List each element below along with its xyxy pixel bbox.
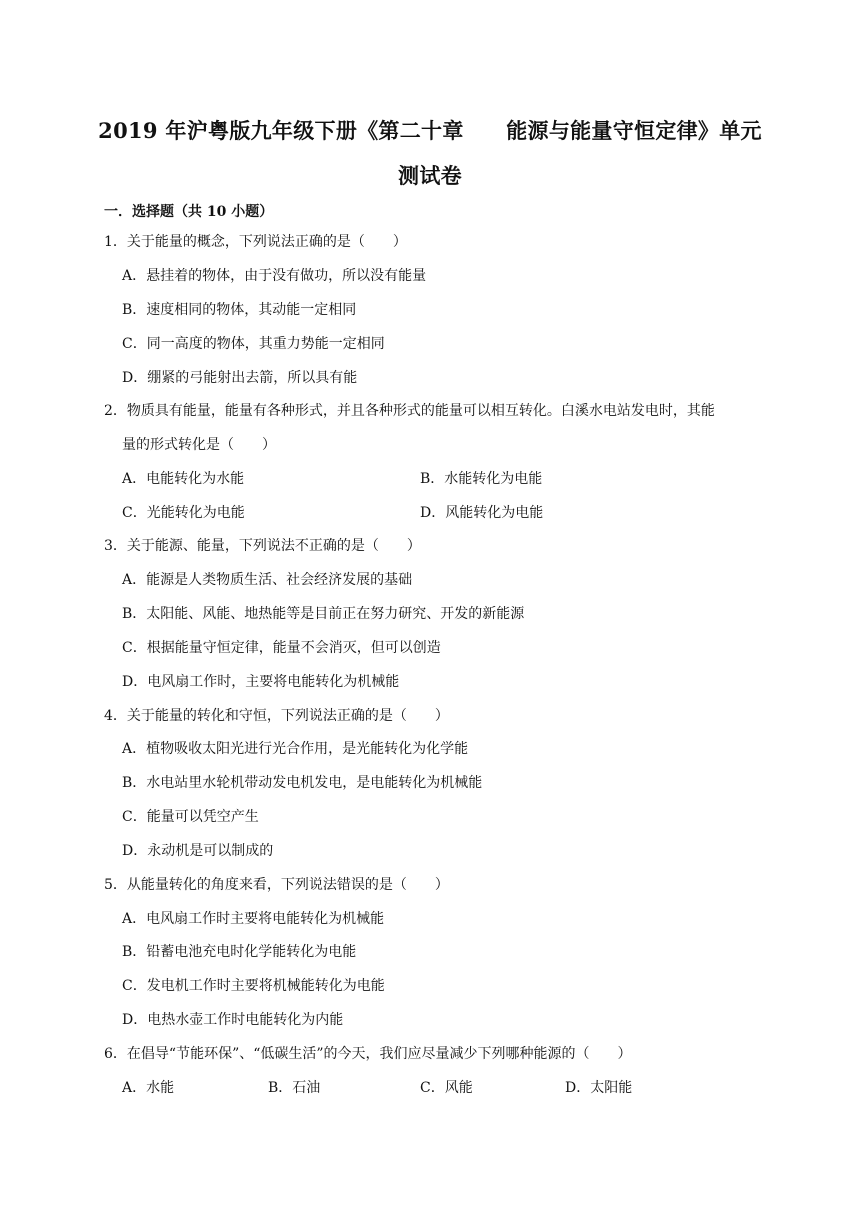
question-6-option-d: D．太阳能 [565, 1080, 633, 1096]
question-1-option-d: D．绷紧的弓能射出去箭，所以具有能 [122, 370, 358, 386]
question-3-option-c: C．根据能量守恒定律，能量不会消灭，但可以创造 [122, 640, 441, 656]
question-4-option-b: B．水电站里水轮机带动发电机发电，是电能转化为机械能 [122, 775, 483, 791]
question-1-stem: 1．关于能量的概念，下列说法正确的是（ ） [104, 234, 407, 250]
question-2-option-a: A．电能转化为水能 [122, 471, 245, 487]
question-2-option-c: C．光能转化为电能 [122, 505, 245, 521]
question-4-option-c: C．能量可以凭空产生 [122, 809, 259, 825]
question-1-option-a: A．悬挂着的物体，由于没有做功，所以没有能量 [122, 268, 427, 284]
question-6-option-b: B．石油 [268, 1080, 321, 1096]
question-5-option-b: B．铅蓄电池充电时化学能转化为电能 [122, 944, 357, 960]
question-2-option-b: B．水能转化为电能 [420, 471, 543, 487]
question-6-option-a: A．水能 [122, 1080, 175, 1096]
document-title-line-1: 2019 年沪粤版九年级下册《第二十章 能源与能量守恒定律》单元 [98, 118, 762, 143]
question-2-stem-continued: 量的形式转化是（ ） [122, 437, 276, 453]
question-3-option-d: D．电风扇工作时，主要将电能转化为机械能 [122, 674, 400, 690]
question-1-option-b: B．速度相同的物体，其动能一定相同 [122, 302, 357, 318]
section-heading: 一．选择题（共 10 小题） [104, 204, 274, 220]
question-1-option-c: C．同一高度的物体，其重力势能一定相同 [122, 336, 385, 352]
question-5-option-d: D．电热水壶工作时电能转化为内能 [122, 1012, 344, 1028]
question-2-stem: 2．物质具有能量，能量有各种形式，并且各种形式的能量可以相互转化。白溪水电站发电时，其能 [104, 403, 715, 419]
question-5-option-c: C．发电机工作时主要将机械能转化为电能 [122, 978, 385, 994]
question-4-option-a: A．植物吸收太阳光进行光合作用，是光能转化为化学能 [122, 741, 469, 757]
question-2-option-d: D．风能转化为电能 [420, 505, 544, 521]
question-4-option-d: D．永动机是可以制成的 [122, 843, 274, 859]
question-4-stem: 4．关于能量的转化和守恒，下列说法正确的是（ ） [104, 708, 449, 724]
question-3-option-a: A．能源是人类物质生活、社会经济发展的基础 [122, 572, 413, 588]
question-3-stem: 3．关于能源、能量，下列说法不正确的是（ ） [104, 538, 421, 554]
question-6-option-c: C．风能 [420, 1080, 473, 1096]
document-title-line-2: 测试卷 [398, 163, 462, 188]
question-5-stem: 5．从能量转化的角度来看，下列说法错误的是（ ） [104, 877, 449, 893]
question-6-stem: 6．在倡导“节能环保”、“低碳生活”的今天，我们应尽量减少下列哪种能源的（ ） [104, 1046, 632, 1062]
question-3-option-b: B．太阳能、风能、地热能等是目前正在努力研究、开发的新能源 [122, 606, 525, 622]
question-5-option-a: A．电风扇工作时主要将电能转化为机械能 [122, 911, 385, 927]
